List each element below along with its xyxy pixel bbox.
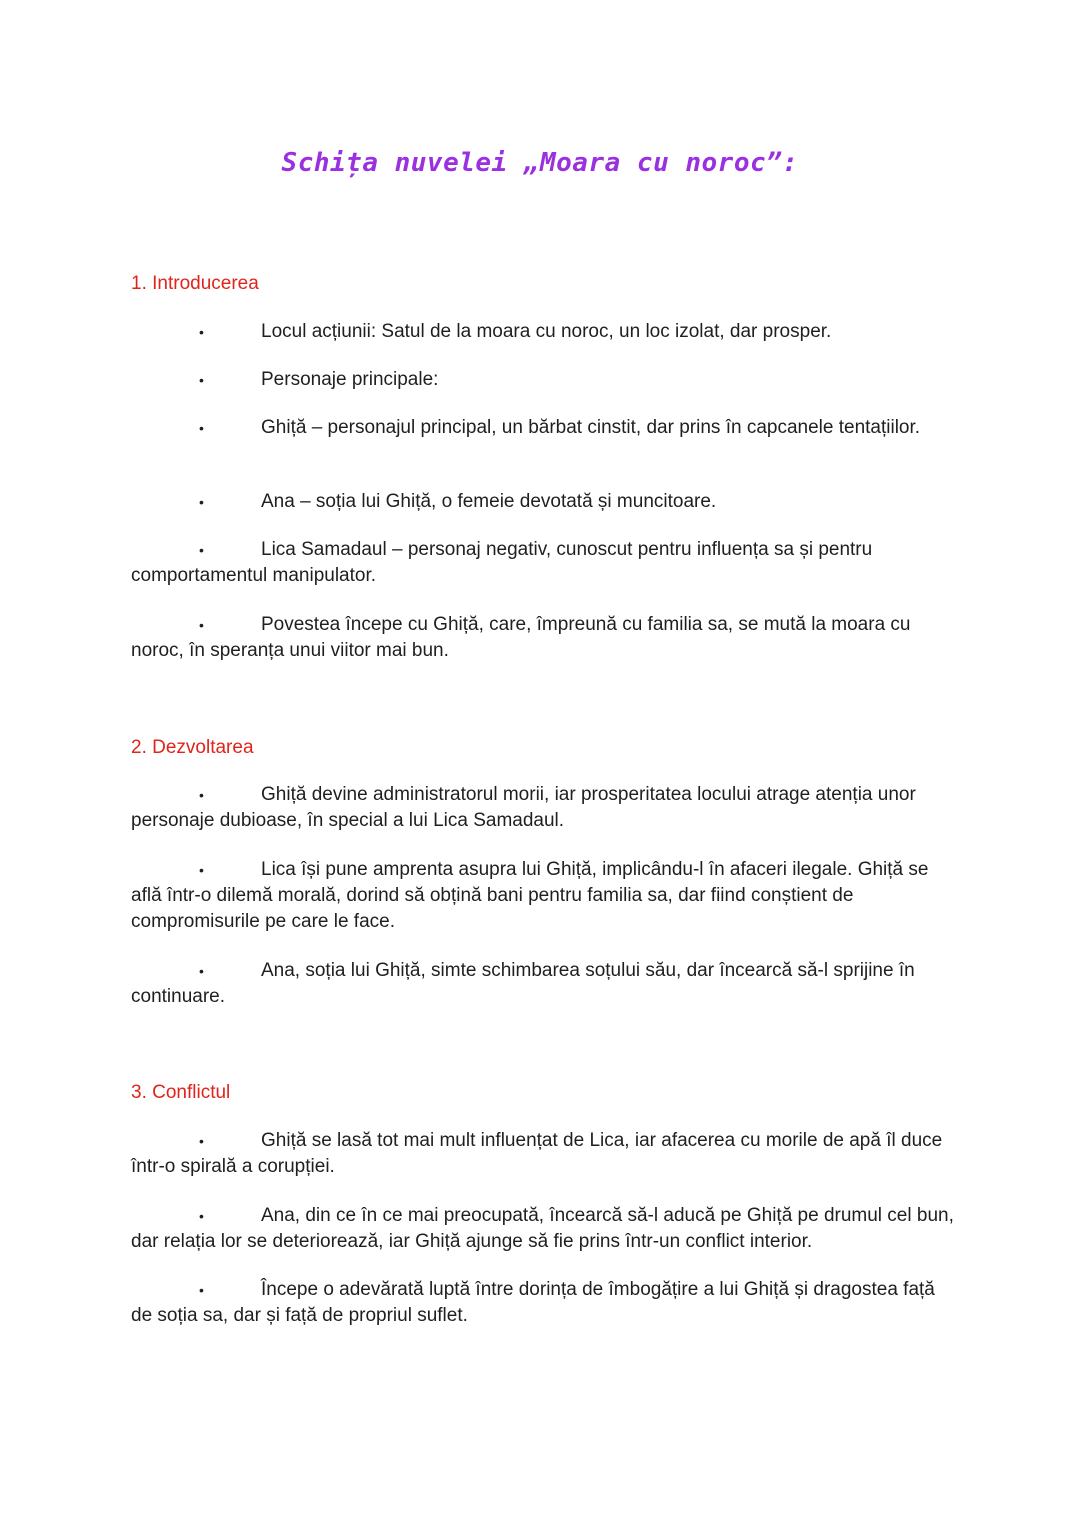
- document-title: Schița nuvelei „Moara cu noroc”:: [281, 148, 799, 178]
- list-item: [131, 415, 961, 441]
- bullet-icon: •: [199, 963, 204, 979]
- list-item-text: Ana, soția lui Ghiță, simte schimbarea soțului său, dar încearcă să-l sprijine în continuare.: [131, 960, 915, 1007]
- list-item: [131, 367, 961, 393]
- bullet-icon: •: [199, 420, 204, 436]
- list-item: [131, 489, 961, 515]
- list-item: [131, 782, 961, 834]
- bullet-icon: •: [199, 324, 204, 340]
- bullet-icon: •: [199, 542, 204, 558]
- list-item-text: Ghiță devine administratorul morii, iar prosperitatea locului atrage atenția unor personaje dubioase, în special a lui Lica Samadaul.: [131, 784, 916, 831]
- section-heading-dezvoltarea: 2. Dezvoltarea: [131, 737, 254, 758]
- list-item-text: Ghiță – personajul principal, un bărbat cinstit, dar prins în capcanele tentațiilor.: [261, 417, 921, 438]
- list-item-text: Lica își pune amprenta asupra lui Ghiță, implicându-l în afaceri ilegale. Ghiță se află într-o dilemă morală, dorind să obțină bani pentru familia sa, dar fiind conștient de compromisurile pe care le face.: [131, 859, 929, 932]
- list-item: [131, 958, 961, 1010]
- list-item-text: Începe o adevărată luptă între dorința de îmbogățire a lui Ghiță și dragostea față de soția sa, dar și față de propriul suflet.: [131, 1279, 935, 1326]
- list-item: [131, 319, 961, 345]
- list-item: [131, 537, 961, 589]
- bullet-icon: •: [199, 862, 204, 878]
- section-heading-introducerea: 1. Introducerea: [131, 273, 259, 294]
- list-item-text: Lica Samadaul – personaj negativ, cunoscut pentru influența sa și pentru comportamentul manipulator.: [131, 539, 873, 586]
- list-item: [131, 857, 961, 935]
- bullet-icon: •: [199, 787, 204, 803]
- bullet-icon: •: [199, 617, 204, 633]
- list-item-text: Ana, din ce în ce mai preocupată, încearcă să-l aducă pe Ghiță pe drumul cel bun, dar relația lor se deteriorează, iar Ghiță ajunge să fie prins într-un conflict interior.: [131, 1205, 954, 1252]
- list-item-text: Povestea începe cu Ghiță, care, împreună cu familia sa, se mută la moara cu noroc, în speranța unui viitor mai bun.: [131, 614, 911, 661]
- list-item-text: Personaje principale:: [261, 369, 439, 390]
- bullet-icon: •: [199, 1208, 204, 1224]
- list-item: [131, 1128, 961, 1180]
- bullet-icon: •: [199, 1133, 204, 1149]
- list-item-text: Locul acțiunii: Satul de la moara cu noroc, un loc izolat, dar prosper.: [261, 321, 832, 342]
- bullet-icon: •: [199, 494, 204, 510]
- list-item: [131, 1203, 961, 1255]
- list-item: [131, 612, 961, 664]
- bullet-icon: •: [199, 1282, 204, 1298]
- list-item-text: Ana – soția lui Ghiță, o femeie devotată și muncitoare.: [261, 491, 717, 512]
- list-item: [131, 1277, 961, 1329]
- section-heading-conflictul: 3. Conflictul: [131, 1082, 231, 1103]
- bullet-icon: •: [199, 372, 204, 388]
- list-item-text: Ghiță se lasă tot mai mult influențat de Lica, iar afacerea cu morile de apă îl duce într-o spirală a corupției.: [131, 1130, 943, 1177]
